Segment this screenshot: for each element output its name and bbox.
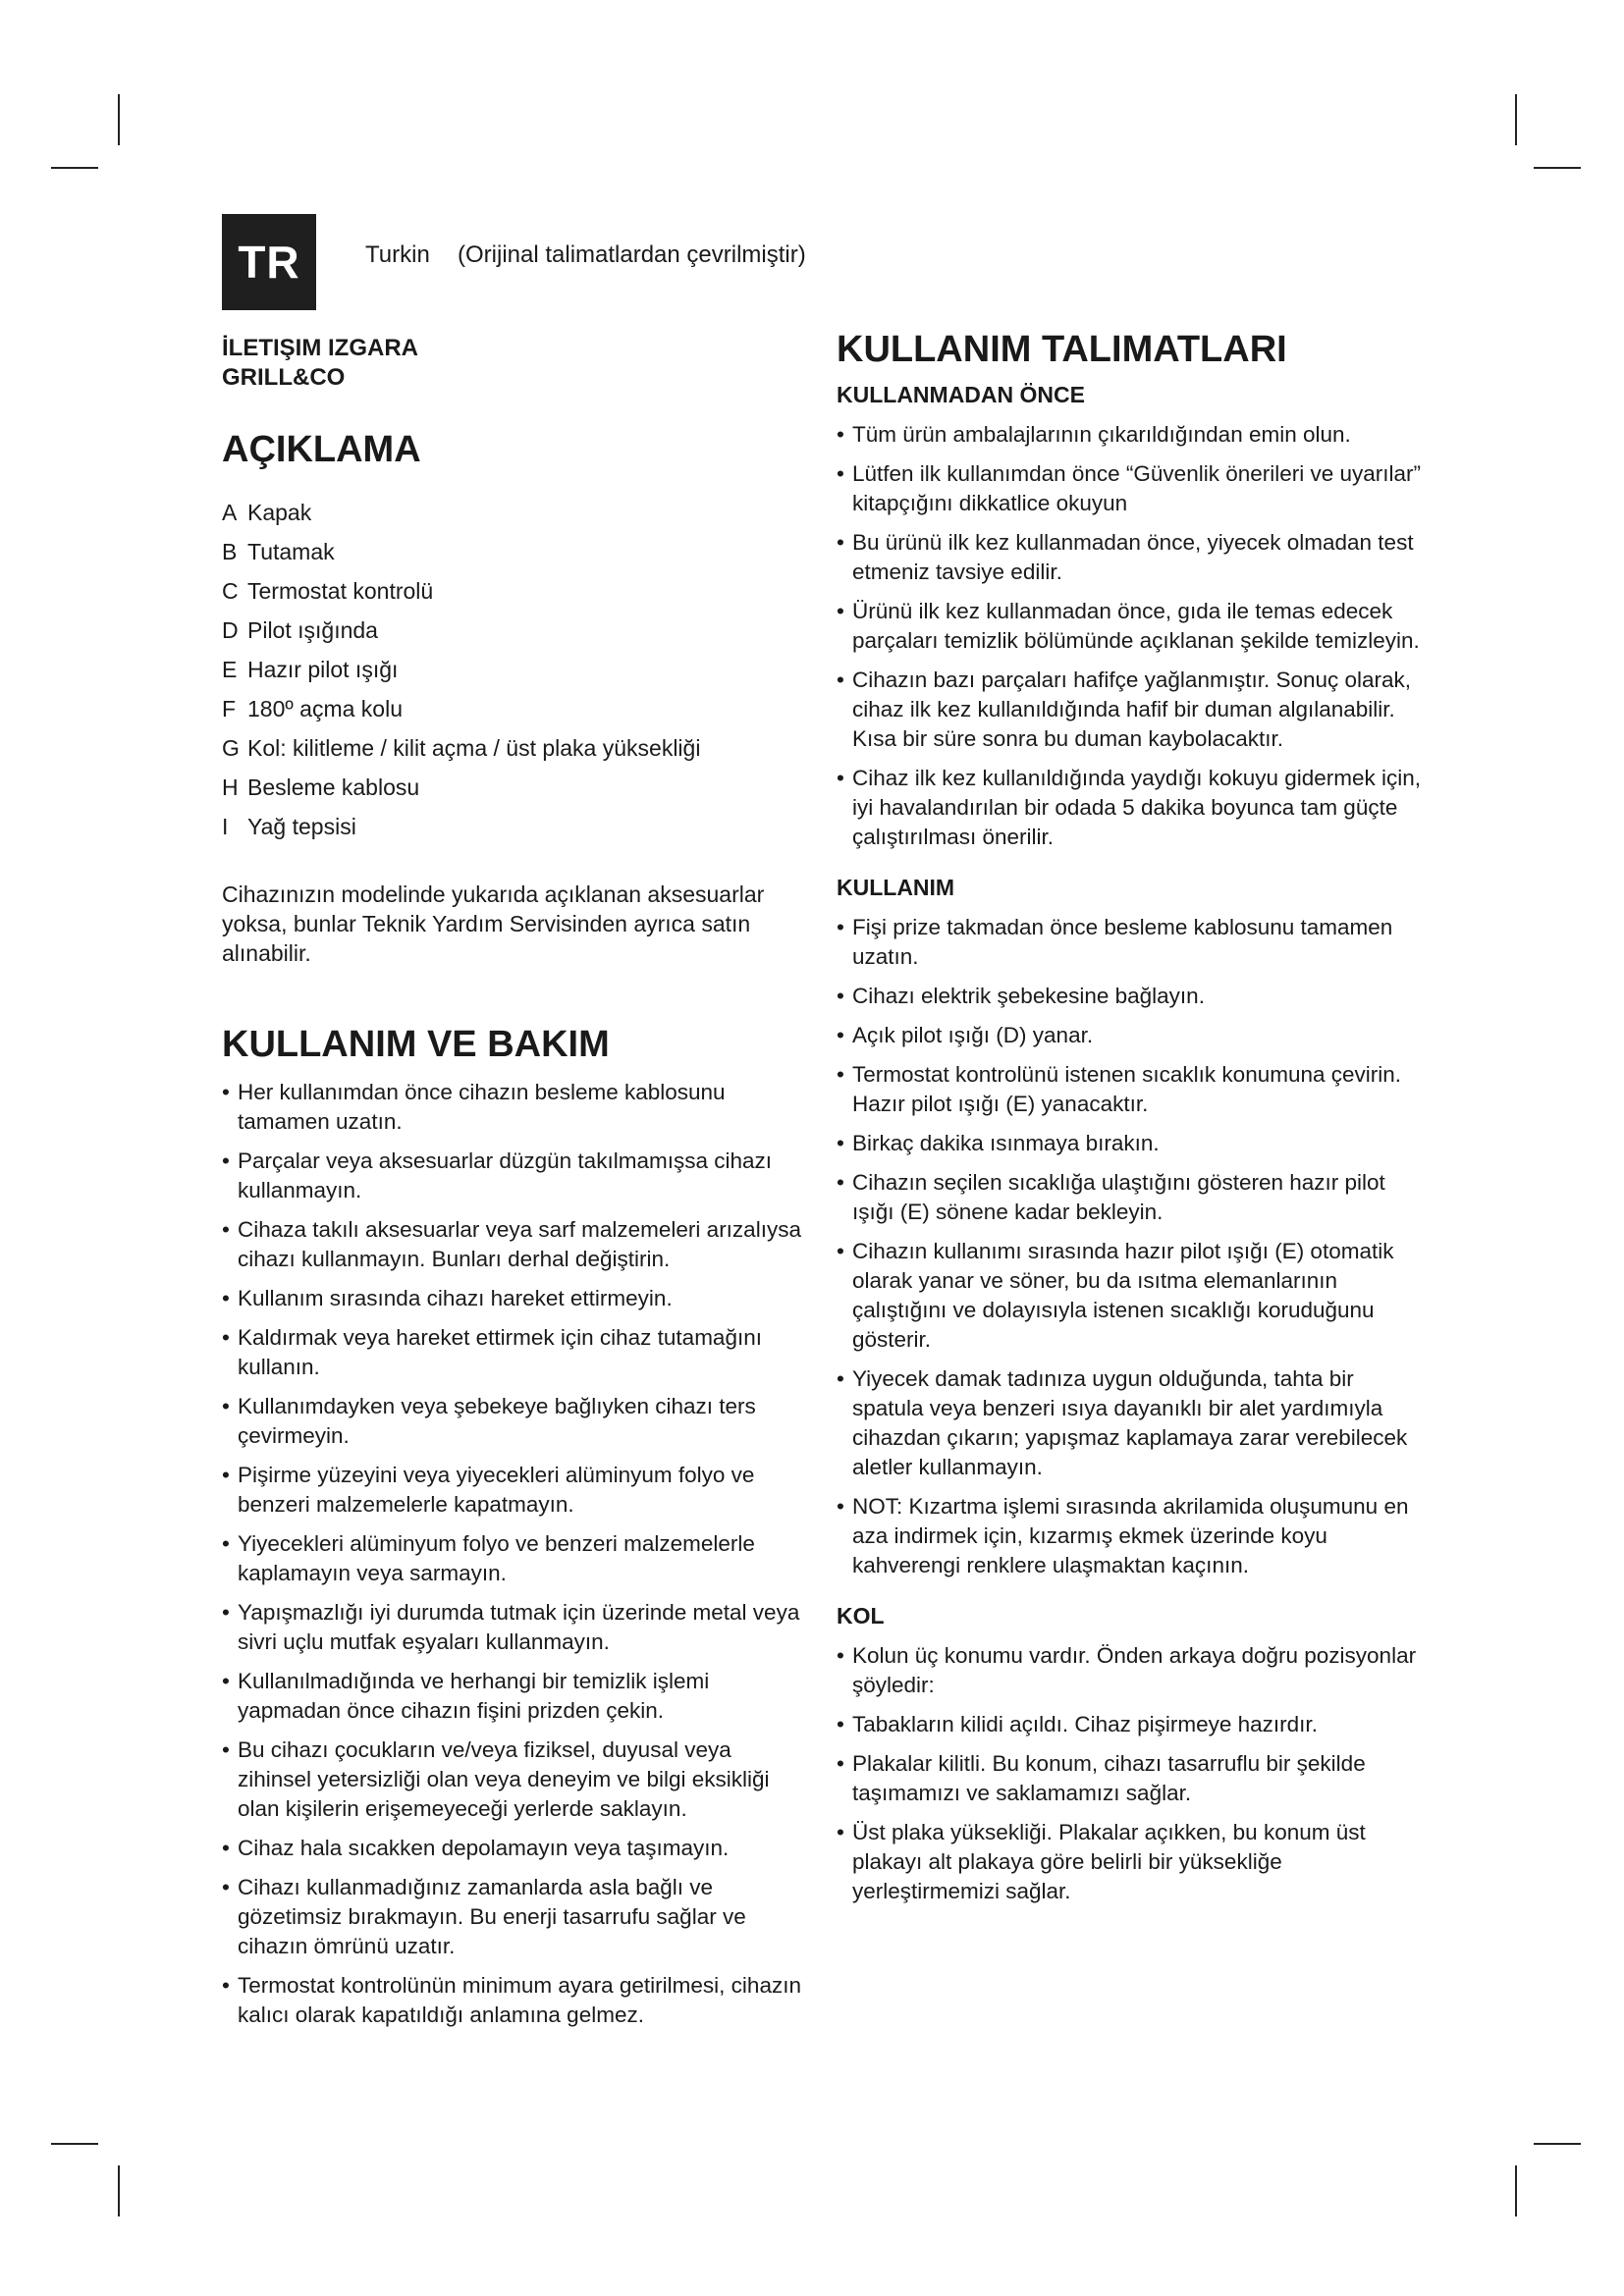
list-item: • Cihazı elektrik şebekesine bağlayın. bbox=[837, 982, 1426, 1011]
list-item: • Kaldırmak veya hareket ettirmek için cihaz tutamağını kullanın. bbox=[222, 1323, 811, 1382]
crop-mark bbox=[1534, 167, 1581, 169]
part-item bbox=[222, 611, 811, 650]
crop-mark bbox=[118, 94, 120, 145]
use-care-title: KULLANIM VE BAKIM bbox=[222, 1024, 610, 1065]
part-label: Yağ tepsisi bbox=[247, 814, 356, 839]
list-item: • Termostat kontrolünün minimum ayara getirilmesi, cihazın kalıcı olarak kapatıldığı anlamına gelmez. bbox=[222, 1971, 811, 2030]
part-label: Tutamak bbox=[247, 539, 335, 564]
list-item: • Cihazın seçilen sıcaklığa ulaştığını gösteren hazır pilot ışığı (E) sönene kadar bekleyin. bbox=[837, 1168, 1426, 1227]
list-item: • Kullanılmadığında ve herhangi bir temizlik işlemi yapmadan önce cihazın fişini prizden çekin. bbox=[222, 1667, 811, 1726]
language-badge: TR bbox=[222, 214, 316, 310]
part-item bbox=[222, 689, 811, 728]
lever-list bbox=[837, 1641, 1426, 1906]
description-title: AÇIKLAMA bbox=[222, 429, 421, 470]
part-key: F bbox=[222, 696, 237, 721]
part-item bbox=[222, 768, 811, 807]
part-item bbox=[222, 650, 811, 689]
product-name-line: GRILL&CO bbox=[222, 364, 346, 391]
list-item: • Lütfen ilk kullanımdan önce “Güvenlik önerileri ve uyarılar” kitapçığını dikkatlice okuyun bbox=[837, 459, 1426, 518]
list-item: • Bu cihazı çocukların ve/veya fiziksel, duyusal veya zihinsel yetersizliği olan veya deneyim ve bilgi eksikliği olan kişilerin erişemeyeceği yerlerde saklayın. bbox=[222, 1735, 811, 1824]
language-name: Turkin bbox=[365, 241, 430, 268]
part-label: Pilot ışığında bbox=[247, 617, 378, 643]
product-name bbox=[222, 334, 418, 393]
part-key: G bbox=[222, 735, 240, 761]
list-item: • Parçalar veya aksesuarlar düzgün takılmamışsa cihazı kullanmayın. bbox=[222, 1147, 811, 1205]
instructions-section bbox=[837, 328, 1426, 1916]
list-item: • Kullanımdayken veya şebekeye bağlıyken cihazı ters çevirmeyin. bbox=[222, 1392, 811, 1451]
crop-mark bbox=[1534, 2143, 1581, 2145]
list-item: • Bu ürünü ilk kez kullanmadan önce, yiyecek olmadan test etmeniz tavsiye edilir. bbox=[837, 528, 1426, 587]
part-key: C bbox=[222, 578, 239, 604]
list-item: • Yiyecek damak tadınıza uygun olduğunda, tahta bir spatula veya benzeri ısıya dayanıklı bir alet yardımıyla cihazdan çıkarın; yapışmaz kaplamaya zarar verebilecek aletler kullanmayın. bbox=[837, 1364, 1426, 1482]
part-key: A bbox=[222, 500, 238, 525]
part-item bbox=[222, 532, 811, 571]
translation-note: (Orijinal talimatlardan çevrilmiştir) bbox=[458, 241, 806, 268]
list-item: • Kullanım sırasında cihazı hareket ettirmeyin. bbox=[222, 1284, 811, 1313]
list-item: • Üst plaka yüksekliği. Plakalar açıkken, bu konum üst plakayı alt plakaya göre belirli bir yüksekliğe yerleştirmemizi sağlar. bbox=[837, 1818, 1426, 1906]
list-item: • Fişi prize takmadan önce besleme kablosunu tamamen uzatın. bbox=[837, 913, 1426, 972]
list-item: • Cihaz ilk kez kullanıldığında yaydığı kokuyu gidermek için, iyi havalandırılan bir odada 5 dakika boyunca tam güçte çalıştırılması önerilir. bbox=[837, 764, 1426, 852]
list-item: • Cihaz hala sıcakken depolamayın veya taşımayın. bbox=[222, 1834, 811, 1863]
list-item: • Tüm ürün ambalajlarının çıkarıldığından emin olun. bbox=[837, 420, 1426, 450]
list-item: • Tabakların kilidi açıldı. Cihaz pişirmeye hazırdır. bbox=[837, 1710, 1426, 1739]
list-item: • Kolun üç konumu vardır. Önden arkaya doğru pozisyonlar şöyledir: bbox=[837, 1641, 1426, 1700]
part-label: 180º açma kolu bbox=[247, 696, 403, 721]
part-key: H bbox=[222, 774, 239, 800]
list-item: • Cihazın bazı parçaları hafifçe yağlanmıştır. Sonuç olarak, cihaz ilk kez kullanıldığında hafif bir duman algılanabilir. Kısa bir süre sonra bu duman kaybolacaktır. bbox=[837, 666, 1426, 754]
part-label: Kapak bbox=[247, 500, 312, 525]
part-key: D bbox=[222, 617, 239, 643]
part-item bbox=[222, 493, 811, 532]
crop-mark bbox=[51, 2143, 98, 2145]
list-item: • Yapışmazlığı iyi durumda tutmak için üzerinde metal veya sivri uçlu mutfak eşyaları kullanmayın. bbox=[222, 1598, 811, 1657]
list-item: • Cihazı kullanmadığınız zamanlarda asla bağlı ve gözetimsiz bırakmayın. Bu enerji tasarrufu sağlar ve cihazın ömrünü uzatır. bbox=[222, 1873, 811, 1961]
list-item: • Yiyecekleri alüminyum folyo ve benzeri malzemelerle kaplamayın veya sarmayın. bbox=[222, 1529, 811, 1588]
list-item: • Plakalar kilitli. Bu konum, cihazı tasarruflu bir şekilde taşımamızı ve saklamamızı sağlar. bbox=[837, 1749, 1426, 1808]
part-key: E bbox=[222, 657, 238, 682]
crop-mark bbox=[1515, 94, 1517, 145]
use-care-list bbox=[222, 1078, 811, 2030]
use-title: KULLANIM bbox=[837, 875, 955, 900]
part-label: Besleme kablosu bbox=[247, 774, 420, 800]
list-item: • Pişirme yüzeyini veya yiyecekleri alüminyum folyo ve benzeri malzemelerle kapatmayın. bbox=[222, 1461, 811, 1520]
list-item: • Birkaç dakika ısınmaya bırakın. bbox=[837, 1129, 1426, 1158]
crop-mark bbox=[51, 167, 98, 169]
part-item bbox=[222, 728, 811, 768]
part-key: I bbox=[222, 814, 229, 839]
use-care-section bbox=[222, 1023, 811, 2040]
part-label: Kol: kilitleme / kilit açma / üst plaka yüksekliği bbox=[247, 735, 701, 761]
list-item: • Ürünü ilk kez kullanmadan önce, gıda ile temas edecek parçaları temizlik bölümünde açıklanan şekilde temizleyin. bbox=[837, 597, 1426, 656]
part-label: Termostat kontrolü bbox=[247, 578, 434, 604]
product-name-line: İLETIŞIM IZGARA bbox=[222, 335, 418, 361]
list-item: • Açık pilot ışığı (D) yanar. bbox=[837, 1021, 1426, 1050]
part-label: Hazır pilot ışığı bbox=[247, 657, 399, 682]
list-item: • Cihaza takılı aksesuarlar veya sarf malzemeleri arızalıysa cihazı kullanmayın. Bunları derhal değiştirin. bbox=[222, 1215, 811, 1274]
lever-title: KOL bbox=[837, 1603, 885, 1629]
list-item: • Cihazın kullanımı sırasında hazır pilot ışığı (E) otomatik olarak yanar ve söner, bu da ısıtma elemanlarının çalıştığını ve dolayısıyla istenen sıcaklığı koruduğunu gösterir. bbox=[837, 1237, 1426, 1355]
use-list bbox=[837, 913, 1426, 1580]
description-section bbox=[222, 428, 811, 846]
crop-mark bbox=[1515, 2165, 1517, 2216]
crop-mark bbox=[118, 2165, 120, 2216]
list-item: • Her kullanımdan önce cihazın besleme kablosunu tamamen uzatın. bbox=[222, 1078, 811, 1137]
part-item bbox=[222, 571, 811, 611]
part-item bbox=[222, 807, 811, 846]
list-item: • Termostat kontrolünü istenen sıcaklık konumuna çevirin. Hazır pilot ışığı (E) yanacaktır. bbox=[837, 1060, 1426, 1119]
before-use-title: KULLANMADAN ÖNCE bbox=[837, 382, 1085, 407]
instructions-title: KULLANIM TALIMATLARI bbox=[837, 329, 1287, 370]
accessories-note: Cihazınızın modelinde yukarıda açıklanan aksesuarlar yoksa, bunlar Teknik Yardım Servisinden ayrıca satın alınabilir. bbox=[222, 881, 765, 966]
parts-list bbox=[222, 493, 811, 846]
before-use-list bbox=[837, 420, 1426, 852]
list-item: • NOT: Kızartma işlemi sırasında akrilamida oluşumunu en aza indirmek için, kızarmış ekmek üzerinde koyu kahverengi renklere ulaşmaktan kaçının. bbox=[837, 1492, 1426, 1580]
part-key: B bbox=[222, 539, 238, 564]
